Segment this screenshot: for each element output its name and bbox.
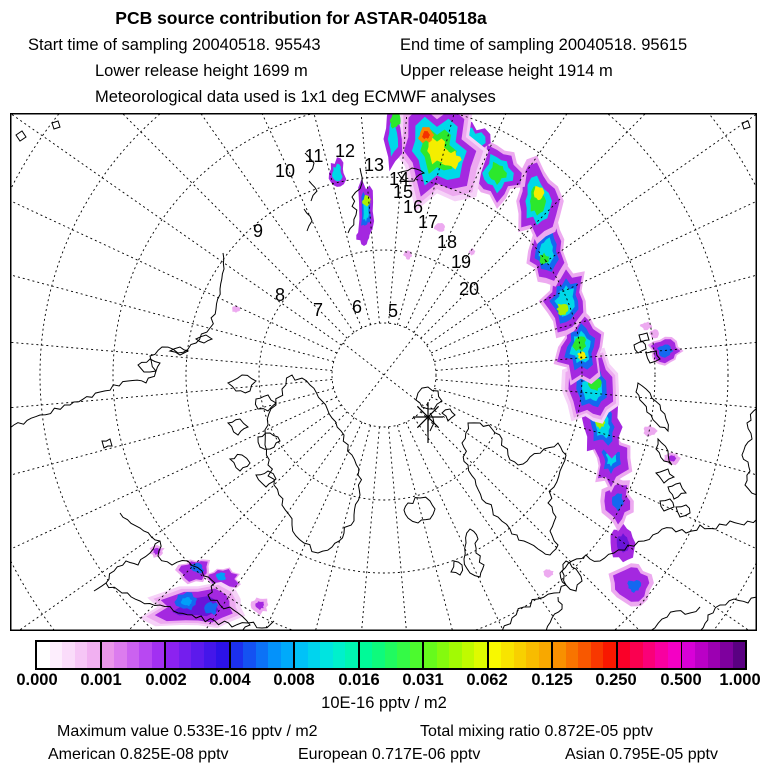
colorbar-cell <box>333 642 346 668</box>
coastline <box>442 409 455 421</box>
colorbar-cell <box>50 642 63 668</box>
coastline <box>656 439 672 465</box>
colorbar-cell <box>179 642 192 668</box>
polar-map <box>10 113 757 631</box>
colorbar-cell <box>114 642 127 668</box>
colorbar-cell <box>397 642 410 668</box>
coastline <box>668 483 686 499</box>
coastline <box>304 209 312 231</box>
coastline <box>309 181 317 201</box>
trajectory-day-label: 5 <box>387 300 399 321</box>
colorbar-tick-label: 0.002 <box>145 671 187 689</box>
coastline <box>196 335 212 343</box>
coastline <box>451 561 463 575</box>
upper-release-text: Upper release height 1914 m <box>400 62 613 80</box>
longitude-line <box>332 427 380 631</box>
colorbar-cell <box>682 642 695 668</box>
trajectory-day-label: 7 <box>312 299 324 320</box>
coastline <box>639 333 649 342</box>
colorbar-cell <box>320 642 333 668</box>
colorbar-tick-label: 0.031 <box>402 671 444 689</box>
colorbar-cell <box>695 642 708 668</box>
colorbar-cell <box>360 642 373 668</box>
coastline <box>228 375 256 393</box>
colorbar-cell <box>410 642 423 668</box>
trajectory-day-label: 13 <box>363 154 385 175</box>
colorbar-segment <box>295 642 360 668</box>
colorbar-cell <box>281 642 294 668</box>
plume-blob <box>640 322 652 331</box>
met-data-text: Meteorological data used is 1x1 deg ECMWF analyses <box>95 88 496 106</box>
map-frame <box>11 114 757 631</box>
coastline <box>16 131 26 141</box>
trajectory-day-label: 10 <box>274 160 296 181</box>
colorbar-cell <box>668 642 681 668</box>
longitude-line <box>10 113 341 345</box>
trajectory-day-label: 15 <box>392 181 414 202</box>
coastline <box>258 433 280 449</box>
colorbar-cell <box>204 642 217 668</box>
colorbar-cell <box>345 642 358 668</box>
coastline <box>634 341 646 353</box>
colorbar-cell <box>553 642 566 668</box>
end-time-text: End time of sampling 20040518. 95615 <box>400 36 688 54</box>
trajectory-day-label: 20 <box>458 278 480 299</box>
coastline <box>52 121 60 129</box>
colorbar-cell <box>603 642 616 668</box>
colorbar-cell <box>708 642 721 668</box>
coastline <box>650 607 700 631</box>
coastline <box>742 121 750 129</box>
plume-blob <box>232 306 240 313</box>
coastline <box>742 408 757 495</box>
trajectory-day-label: 17 <box>417 211 439 232</box>
latitude-circle <box>10 113 757 631</box>
colorbar-cell <box>139 642 152 668</box>
colorbar-cell <box>474 642 487 668</box>
colorbar-segment <box>166 642 231 668</box>
coastline <box>636 383 668 431</box>
coastline <box>255 395 276 411</box>
trajectory-day-label: 16 <box>402 196 424 217</box>
colorbar-cell <box>539 642 552 668</box>
colorbar-cell <box>630 642 643 668</box>
colorbar <box>35 640 747 670</box>
colorbar-cell <box>37 642 50 668</box>
colorbar-cell <box>166 642 179 668</box>
colorbar-cell <box>489 642 502 668</box>
colorbar-tick-label: 0.000 <box>16 671 58 689</box>
trajectory-day-label: 8 <box>274 284 286 305</box>
colorbar-cell <box>102 642 115 668</box>
colorbar-segment <box>102 642 167 668</box>
colorbar-units-label: 10E-16 pptv / m2 <box>321 694 447 712</box>
latitude-circle <box>10 113 757 631</box>
coastline <box>102 439 112 448</box>
colorbar-cell <box>385 642 398 668</box>
colorbar-cell <box>308 642 321 668</box>
colorbar-cell <box>655 642 668 668</box>
colorbar-cell <box>643 642 656 668</box>
colorbar-cell <box>733 642 746 668</box>
coastline <box>656 469 674 483</box>
colorbar-cell <box>152 642 165 668</box>
plot-title: PCB source contribution for ASTAR-040518a <box>115 8 487 28</box>
pole-meridian-line <box>352 334 416 416</box>
colorbar-cell <box>216 642 229 668</box>
plume-blob <box>543 569 553 578</box>
colorbar-cell <box>243 642 256 668</box>
colorbar-tick-label: 0.001 <box>80 671 122 689</box>
european-contribution-text: European 0.717E-06 pptv <box>298 746 481 763</box>
longitude-line <box>10 323 332 371</box>
longitude-line <box>10 113 347 338</box>
colorbar-segment <box>360 642 425 668</box>
colorbar-cell <box>231 642 244 668</box>
coastline <box>138 359 160 372</box>
longitude-line <box>130 113 362 328</box>
colorbar-cell <box>526 642 539 668</box>
colorbar-cell <box>295 642 308 668</box>
plume-blob <box>644 425 658 437</box>
coastline <box>416 387 442 409</box>
colorbar-cell <box>424 642 437 668</box>
colorbar-cell <box>618 642 631 668</box>
colorbar-segment <box>37 642 102 668</box>
coastline <box>10 253 224 428</box>
trajectory-day-label: 19 <box>450 251 472 272</box>
american-contribution-text: American 0.825E-08 pptv <box>48 746 229 763</box>
colorbar-segment <box>553 642 618 668</box>
latitude-circle <box>10 113 757 631</box>
colorbar-segment <box>489 642 554 668</box>
colorbar-cell <box>62 642 75 668</box>
colorbar-cell <box>191 642 204 668</box>
colorbar-tick-label: 1.000 <box>719 671 761 689</box>
trajectory-day-label: 14 <box>388 168 410 189</box>
colorbar-tick-label: 0.016 <box>338 671 380 689</box>
trajectory-day-label: 9 <box>252 220 264 241</box>
coastline <box>462 423 566 555</box>
colorbar-cell <box>578 642 591 668</box>
plume-blob <box>650 329 659 338</box>
colorbar-cell <box>256 642 269 668</box>
colorbar-cell <box>75 642 88 668</box>
colorbar-segment <box>682 642 745 668</box>
trajectory-day-label: 12 <box>334 140 356 161</box>
colorbar-cell <box>127 642 140 668</box>
colorbar-tick-label: 0.008 <box>273 671 315 689</box>
coastline <box>676 505 690 517</box>
colorbar-tick-label: 0.500 <box>660 671 702 689</box>
longitude-line <box>10 220 334 362</box>
colorbar-segment <box>231 642 296 668</box>
colorbar-cell <box>720 642 733 668</box>
plume-blob <box>403 250 412 259</box>
colorbar-cell <box>449 642 462 668</box>
colorbar-tick-label: 0.125 <box>531 671 573 689</box>
colorbar-cell <box>268 642 281 668</box>
longitude-line <box>414 418 728 631</box>
coastline <box>230 454 250 471</box>
coastline <box>560 561 582 591</box>
total-mixing-ratio-text: Total mixing ratio 0.872E-05 pptv <box>420 723 654 740</box>
colorbar-cell <box>462 642 475 668</box>
colorbar-segment <box>618 642 683 668</box>
colorbar-cell <box>372 642 385 668</box>
lower-release-text: Lower release height 1699 m <box>95 62 308 80</box>
polar-map-svg <box>10 113 757 631</box>
colorbar-cell <box>566 642 579 668</box>
start-time-text: Start time of sampling 20040518. 95543 <box>28 36 321 54</box>
trajectory-day-label: 18 <box>436 231 458 252</box>
colorbar-cell <box>501 642 514 668</box>
coastline <box>700 597 757 631</box>
colorbar-cell <box>87 642 100 668</box>
plume-blob <box>356 224 371 246</box>
colorbar-cell <box>437 642 450 668</box>
trajectory-day-label: 6 <box>351 296 363 317</box>
maximum-value-text: Maximum value 0.533E-16 pptv / m2 <box>57 723 318 740</box>
asian-contribution-text: Asian 0.795E-05 pptv <box>565 746 718 763</box>
coastline <box>228 419 248 435</box>
coastline <box>546 597 562 631</box>
trajectory-day-label: 11 <box>304 145 324 166</box>
colorbar-segment <box>424 642 489 668</box>
coastline <box>464 529 484 577</box>
colorbar-tick-label: 0.004 <box>209 671 251 689</box>
longitude-line <box>229 425 371 631</box>
colorbar-cell <box>591 642 604 668</box>
colorbar-cell <box>514 642 527 668</box>
colorbar-tick-label: 0.250 <box>595 671 637 689</box>
longitude-line <box>397 425 539 631</box>
longitude-line <box>389 427 437 631</box>
colorbar-tick-label: 0.062 <box>466 671 508 689</box>
coastline <box>404 497 435 523</box>
